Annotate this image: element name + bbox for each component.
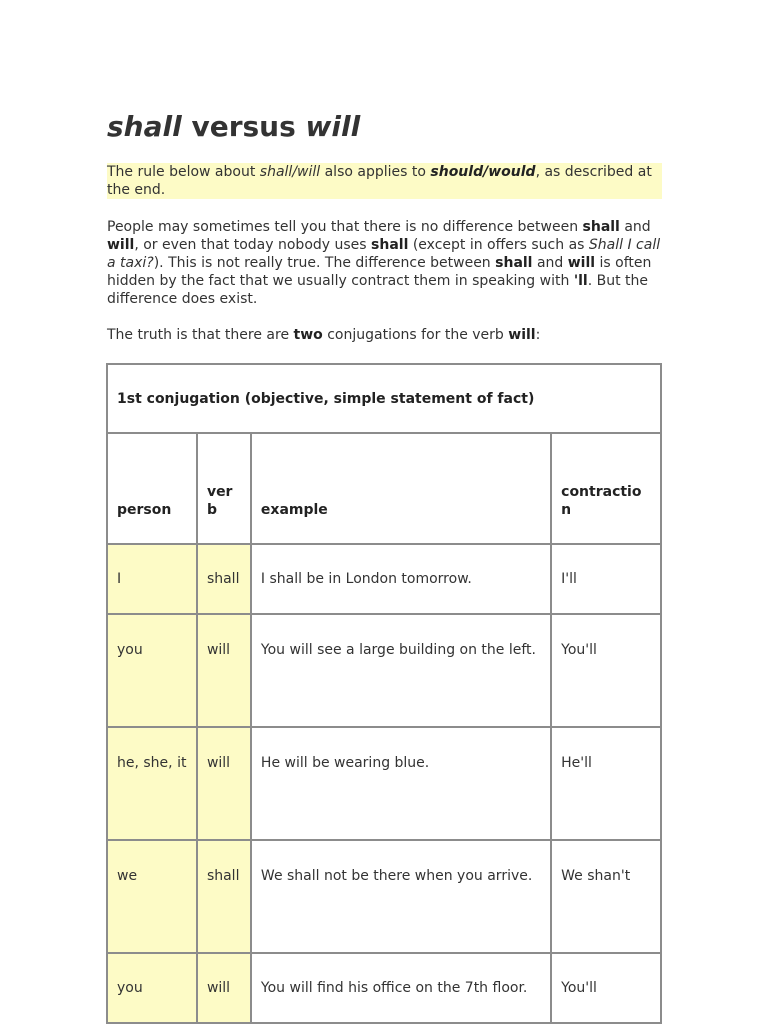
- para-text: :: [535, 327, 541, 343]
- table-row: [107, 953, 661, 1023]
- para-bold: shall: [495, 255, 533, 271]
- cell-contraction: I'll: [551, 544, 661, 614]
- cell-contraction: We shan't: [551, 840, 661, 953]
- page-title: [107, 110, 360, 143]
- header-verb: verb: [197, 433, 251, 544]
- cell-verb: shall: [197, 544, 251, 614]
- cell-example: He will be wearing blue.: [251, 727, 551, 840]
- table-row: [107, 840, 661, 953]
- para-bold: 'll: [573, 273, 588, 289]
- cell-verb: will: [197, 614, 251, 727]
- cell-person: you: [107, 614, 197, 727]
- intro-paragraph: [107, 218, 662, 308]
- para-text: and: [532, 255, 568, 271]
- para-text: (except in offers such as: [408, 237, 589, 253]
- cell-person: you: [107, 953, 197, 1023]
- para-bold: shall: [582, 219, 620, 235]
- para-text: conjugations for the verb: [322, 327, 509, 343]
- para-bold: will: [567, 255, 596, 271]
- table-row: [107, 727, 661, 840]
- para-text: People may sometimes tell you that there is no difference between: [107, 219, 583, 235]
- para-text: and: [619, 219, 651, 235]
- table-header-row: [107, 433, 661, 544]
- cell-person: we: [107, 840, 197, 953]
- note-text: , as described at the end.: [107, 164, 652, 198]
- header-example: example: [251, 433, 551, 544]
- note-italic: shall/will: [259, 164, 321, 180]
- cell-verb: will: [197, 727, 251, 840]
- header-person: person: [107, 433, 197, 544]
- cell-example: You will find his office on the 7th floor.: [251, 953, 551, 1023]
- para-text: The truth is that there are: [107, 327, 294, 343]
- note-bold-italic: should/would: [430, 164, 536, 180]
- para-bold: shall: [371, 237, 409, 253]
- highlighted-note: [107, 163, 662, 199]
- cell-example: You will see a large building on the left.: [251, 614, 551, 727]
- cell-person: he, she, it: [107, 727, 197, 840]
- cell-example: We shall not be there when you arrive.: [251, 840, 551, 953]
- cell-example: I shall be in London tomorrow.: [251, 544, 551, 614]
- conjugation-table: [106, 363, 662, 1024]
- table-title-row: [107, 364, 661, 433]
- cell-person: I: [107, 544, 197, 614]
- cell-contraction: He'll: [551, 727, 661, 840]
- truth-paragraph: [107, 326, 662, 344]
- para-text: . But the difference does exist.: [107, 273, 648, 307]
- para-bold: will: [107, 237, 135, 253]
- note-text: also applies to: [320, 164, 431, 180]
- title-will: will: [305, 110, 361, 143]
- para-bold: two: [293, 327, 323, 343]
- table-row: [107, 544, 661, 614]
- para-italic: Shall I call a taxi?: [107, 237, 661, 271]
- para-text: is often hidden by the fact that we usually contract them in speaking with: [107, 255, 652, 289]
- para-bold: will: [508, 327, 536, 343]
- header-contraction: contraction: [551, 433, 661, 544]
- cell-verb: will: [197, 953, 251, 1023]
- para-text: , or even that today nobody uses: [134, 237, 372, 253]
- title-versus: versus: [181, 110, 306, 143]
- cell-contraction: You'll: [551, 614, 661, 727]
- note-text: The rule below about: [107, 164, 260, 180]
- table-title: 1st conjugation (objective, simple statement of fact): [107, 364, 661, 433]
- cell-contraction: You'll: [551, 953, 661, 1023]
- table-row: [107, 614, 661, 727]
- cell-verb: shall: [197, 840, 251, 953]
- title-shall: shall: [107, 110, 182, 143]
- para-text: ). This is not really true. The difference between: [153, 255, 496, 271]
